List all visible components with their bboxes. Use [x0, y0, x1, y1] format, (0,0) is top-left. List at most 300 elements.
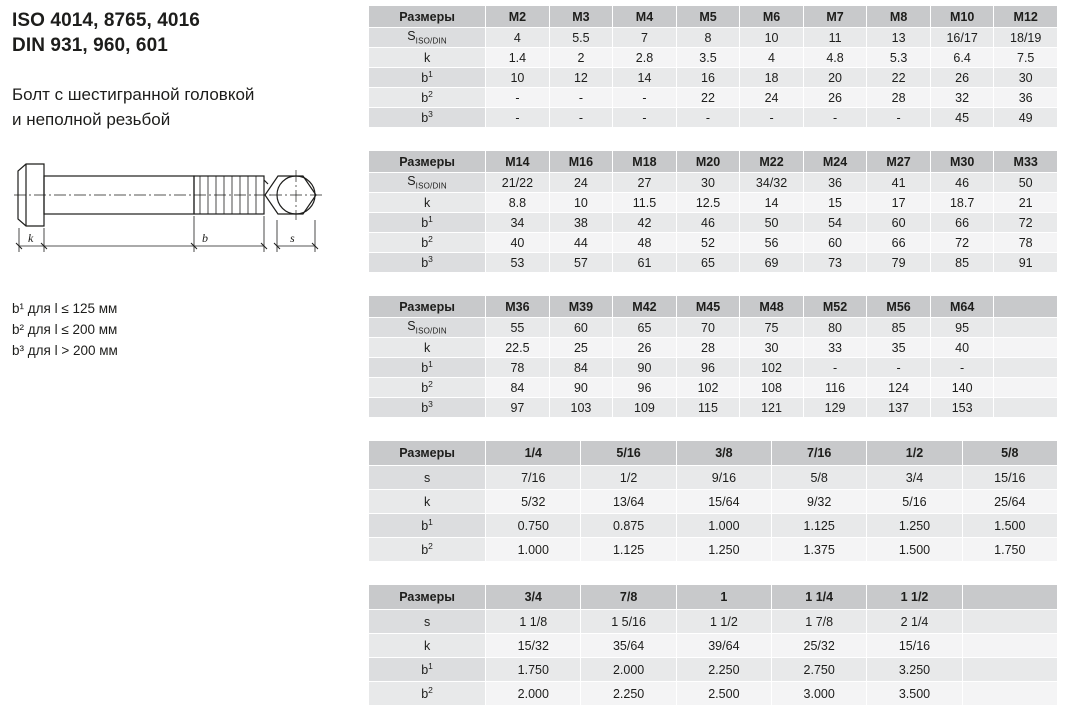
table-cell: 35	[867, 338, 931, 358]
table-cell: 30	[994, 68, 1058, 88]
table-cell: 2	[549, 48, 613, 68]
table-cell: 50	[994, 173, 1058, 193]
table-cell: 1 7/8	[772, 610, 867, 634]
row-label-text: k	[423, 50, 431, 65]
row-label-superscript: 3	[428, 109, 433, 120]
table-cell: 75	[740, 318, 804, 338]
row-label-superscript: 2	[428, 89, 433, 100]
page-title	[12, 8, 357, 58]
row-label-superscript: 3	[428, 399, 433, 410]
table-cell: 1 1/8	[486, 610, 581, 634]
row-label-text: S	[407, 319, 416, 334]
table-cell: 1.250	[867, 514, 962, 538]
table-cell: 78	[994, 233, 1058, 253]
table-cell: 90	[549, 378, 613, 398]
table-cell: 102	[740, 358, 804, 378]
table-cell: 1.500	[867, 538, 962, 562]
row-label-superscript: 2	[428, 234, 433, 245]
drawing-label-b: b	[202, 231, 208, 245]
table-cell: 8.8	[486, 193, 550, 213]
column-header-size: M64	[930, 296, 994, 318]
table-cell: 5.3	[867, 48, 931, 68]
column-header-size	[962, 585, 1057, 610]
table-cell: 3.5	[676, 48, 740, 68]
table-row	[369, 108, 1058, 128]
row-label	[369, 318, 486, 338]
column-header-size: 3/8	[676, 441, 771, 466]
table-cell: 3.000	[772, 682, 867, 706]
table-imperial-1	[368, 440, 1058, 562]
table-cell: 2.000	[486, 682, 581, 706]
row-label	[369, 88, 486, 108]
table-header-row	[369, 151, 1058, 173]
column-header-size: M5	[676, 6, 740, 28]
table-cell: 4.8	[803, 48, 867, 68]
dimension-tables	[368, 5, 1058, 728]
table-cell: 97	[486, 398, 550, 418]
column-header-size: M45	[676, 296, 740, 318]
table-cell: 65	[613, 318, 677, 338]
table-cell: 2.750	[772, 658, 867, 682]
column-header-size: 7/16	[772, 441, 867, 466]
table-cell: 116	[803, 378, 867, 398]
row-label-subscript: ISO/DIN	[415, 326, 447, 336]
table-cell: 90	[613, 358, 677, 378]
row-label-text: S	[407, 29, 416, 44]
table-cell: 72	[994, 213, 1058, 233]
column-header-size: M56	[867, 296, 931, 318]
table-cell: 18/19	[994, 28, 1058, 48]
table-cell: 16/17	[930, 28, 994, 48]
table-cell: 1.125	[581, 538, 676, 562]
table-cell: 32	[930, 88, 994, 108]
table-cell: 108	[740, 378, 804, 398]
row-label-superscript: 3	[428, 254, 433, 265]
table-cell: -	[613, 88, 677, 108]
row-label	[369, 398, 486, 418]
table-cell: 14	[613, 68, 677, 88]
table-cell: 85	[867, 318, 931, 338]
table-cell: 85	[930, 253, 994, 273]
table-cell: 39/64	[676, 634, 771, 658]
table-cell: 61	[613, 253, 677, 273]
table-cell: 1.750	[962, 538, 1057, 562]
table-cell: -	[803, 358, 867, 378]
table-cell: 12.5	[676, 193, 740, 213]
row-label-text: b	[421, 216, 429, 231]
table-cell: 15/16	[867, 634, 962, 658]
table-cell: 18	[740, 68, 804, 88]
table-cell: 11.5	[613, 193, 677, 213]
table-cell: 70	[676, 318, 740, 338]
subtitle-line-2: и неполной резьбой	[12, 110, 171, 129]
table-cell: 30	[676, 173, 740, 193]
row-label	[369, 213, 486, 233]
table-cell: 46	[930, 173, 994, 193]
table-cell: 14	[740, 193, 804, 213]
table-cell: -	[549, 108, 613, 128]
table-cell: 80	[803, 318, 867, 338]
column-header-size: M24	[803, 151, 867, 173]
column-header-size: 3/4	[486, 585, 581, 610]
table-cell: 60	[867, 213, 931, 233]
table-row	[369, 253, 1058, 273]
column-header-size: M18	[613, 151, 677, 173]
column-header-label: Размеры	[369, 441, 486, 466]
table-cell: 1.4	[486, 48, 550, 68]
table-row	[369, 658, 1058, 682]
column-header-size: M8	[867, 6, 931, 28]
table-cell: 73	[803, 253, 867, 273]
row-label-superscript: 2	[428, 541, 433, 552]
table-header-row	[369, 296, 1058, 318]
table-row	[369, 28, 1058, 48]
row-label-text: b	[421, 361, 429, 376]
table-cell: 28	[867, 88, 931, 108]
column-header-size: 1/4	[486, 441, 581, 466]
table-cell: 124	[867, 378, 931, 398]
table-cell: 57	[549, 253, 613, 273]
table-cell	[994, 338, 1058, 358]
table-cell: 27	[613, 173, 677, 193]
column-header-size: M52	[803, 296, 867, 318]
column-header-size: M42	[613, 296, 677, 318]
row-label-superscript: 2	[428, 685, 433, 696]
table-row	[369, 490, 1058, 514]
table-cell: 26	[930, 68, 994, 88]
row-label-text: b	[421, 663, 429, 678]
title-line-standards-iso: ISO 4014, 8765, 4016	[12, 10, 200, 31]
notes-block	[12, 298, 357, 361]
table-header-row	[369, 6, 1058, 28]
table-cell: 60	[803, 233, 867, 253]
column-header-size: M39	[549, 296, 613, 318]
table-cell: 10	[740, 28, 804, 48]
table-header-row	[369, 441, 1058, 466]
table-cell: -	[613, 108, 677, 128]
row-label-text: k	[423, 638, 431, 653]
table-cell	[962, 682, 1057, 706]
table-cell: 7	[613, 28, 677, 48]
table-cell: 25/32	[772, 634, 867, 658]
row-label	[369, 514, 486, 538]
column-header-size: M12	[994, 6, 1058, 28]
column-header-label: Размеры	[369, 296, 486, 318]
table-cell: -	[486, 88, 550, 108]
row-label-superscript: 1	[428, 517, 433, 528]
table-cell: 22.5	[486, 338, 550, 358]
table-cell: 5/8	[772, 466, 867, 490]
table-cell: 46	[676, 213, 740, 233]
table-cell: 8	[676, 28, 740, 48]
page-subtitle	[12, 82, 357, 132]
column-header-size: M14	[486, 151, 550, 173]
table-cell: 72	[930, 233, 994, 253]
table-cell: 55	[486, 318, 550, 338]
table-cell: 65	[676, 253, 740, 273]
table-cell: 103	[549, 398, 613, 418]
row-label-subscript: ISO/DIN	[415, 181, 447, 191]
table-row	[369, 193, 1058, 213]
table-cell: -	[867, 108, 931, 128]
column-header-size: 1	[676, 585, 771, 610]
subtitle-line-1: Болт с шестигранной головкой	[12, 85, 255, 104]
row-label	[369, 253, 486, 273]
row-label	[369, 28, 486, 48]
table-cell: -	[676, 108, 740, 128]
row-label-text: S	[407, 174, 416, 189]
table-cell: 36	[803, 173, 867, 193]
row-label	[369, 338, 486, 358]
table-cell: 20	[803, 68, 867, 88]
table-cell: 5/16	[867, 490, 962, 514]
table-metric-3	[368, 295, 1058, 418]
table-cell: 5/32	[486, 490, 581, 514]
table-cell: 1.500	[962, 514, 1057, 538]
table-cell: 1 1/2	[676, 610, 771, 634]
column-header-size: 1 1/2	[867, 585, 962, 610]
table-imperial-2	[368, 584, 1058, 706]
table-row	[369, 466, 1058, 490]
row-label-text: b	[421, 519, 429, 534]
table-row	[369, 213, 1058, 233]
table-cell: 6.4	[930, 48, 994, 68]
table-cell: 41	[867, 173, 931, 193]
table-row	[369, 68, 1058, 88]
table-cell: -	[740, 108, 804, 128]
table-cell: 52	[676, 233, 740, 253]
column-header-size	[994, 296, 1058, 318]
table-cell: 24	[740, 88, 804, 108]
row-label-text: b	[421, 381, 429, 396]
table-cell: 84	[549, 358, 613, 378]
table-cell: 49	[994, 108, 1058, 128]
table-row	[369, 398, 1058, 418]
table-cell: 9/32	[772, 490, 867, 514]
row-label	[369, 108, 486, 128]
row-label-text: k	[423, 340, 431, 355]
table-cell: 7.5	[994, 48, 1058, 68]
column-header-size: M2	[486, 6, 550, 28]
table-cell: 11	[803, 28, 867, 48]
table-cell: 34/32	[740, 173, 804, 193]
table-cell	[994, 398, 1058, 418]
table-cell: 153	[930, 398, 994, 418]
table-cell: 25/64	[962, 490, 1057, 514]
row-label	[369, 68, 486, 88]
table-cell: 13/64	[581, 490, 676, 514]
column-header-size: M3	[549, 6, 613, 28]
table-cell: 9/16	[676, 466, 771, 490]
table-cell: 54	[803, 213, 867, 233]
table-cell: 38	[549, 213, 613, 233]
table-cell: 84	[486, 378, 550, 398]
table-cell: 2.500	[676, 682, 771, 706]
table-cell: 15	[803, 193, 867, 213]
table-cell: 102	[676, 378, 740, 398]
table-cell: 1.750	[486, 658, 581, 682]
note-b1: b¹ для l ≤ 125 мм	[12, 301, 118, 316]
table-cell: 4	[740, 48, 804, 68]
column-header-size: M20	[676, 151, 740, 173]
drawing-label-k: k	[28, 231, 34, 245]
table-cell: 35/64	[581, 634, 676, 658]
table-cell: 2 1/4	[867, 610, 962, 634]
table-cell: 34	[486, 213, 550, 233]
row-label-text: b	[421, 687, 429, 702]
table-cell: 1.250	[676, 538, 771, 562]
left-column	[12, 8, 357, 361]
column-header-size: 5/16	[581, 441, 676, 466]
row-label-text: b	[421, 256, 429, 271]
table-cell: 40	[486, 233, 550, 253]
table-cell: 3.250	[867, 658, 962, 682]
table-cell: 53	[486, 253, 550, 273]
table-cell: 1.125	[772, 514, 867, 538]
table-row	[369, 88, 1058, 108]
table-cell: 16	[676, 68, 740, 88]
row-label-subscript: ISO/DIN	[415, 36, 447, 46]
row-label	[369, 538, 486, 562]
row-label-text: b	[421, 236, 429, 251]
row-label-text: k	[423, 195, 431, 210]
column-header-size: M7	[803, 6, 867, 28]
table-cell: 2.250	[581, 682, 676, 706]
table-cell: -	[930, 358, 994, 378]
table-row	[369, 338, 1058, 358]
table-cell: 28	[676, 338, 740, 358]
table-cell: 4	[486, 28, 550, 48]
table-cell: 115	[676, 398, 740, 418]
table-row	[369, 378, 1058, 398]
table-cell: 22	[676, 88, 740, 108]
table-cell: 42	[613, 213, 677, 233]
table-cell: 25	[549, 338, 613, 358]
table-cell: 5.5	[549, 28, 613, 48]
table-cell: 40	[930, 338, 994, 358]
table-cell	[994, 358, 1058, 378]
bolt-drawing-svg	[12, 156, 342, 266]
row-label-text: k	[423, 494, 431, 509]
note-b3: b³ для l > 200 мм	[12, 343, 118, 358]
row-label	[369, 193, 486, 213]
table-metric-1	[368, 5, 1058, 128]
table-cell: 26	[613, 338, 677, 358]
column-header-size: M27	[867, 151, 931, 173]
table-row	[369, 233, 1058, 253]
table-row	[369, 318, 1058, 338]
table-cell: 44	[549, 233, 613, 253]
table-cell: 33	[803, 338, 867, 358]
table-cell: 109	[613, 398, 677, 418]
table-row	[369, 610, 1058, 634]
table-cell: 137	[867, 398, 931, 418]
table-cell	[962, 658, 1057, 682]
table-cell: -	[549, 88, 613, 108]
title-line-standards-din: DIN 931, 960, 601	[12, 35, 168, 56]
table-cell: 22	[867, 68, 931, 88]
table-cell: 1 5/16	[581, 610, 676, 634]
column-header-size: M16	[549, 151, 613, 173]
table-cell: 121	[740, 398, 804, 418]
row-label	[369, 658, 486, 682]
column-header-size: 5/8	[962, 441, 1057, 466]
row-label-superscript: 1	[428, 69, 433, 80]
row-label-text: b	[421, 71, 429, 86]
table-cell: 0.750	[486, 514, 581, 538]
column-header-label: Размеры	[369, 585, 486, 610]
table-cell: 3.500	[867, 682, 962, 706]
table-cell: 96	[613, 378, 677, 398]
table-cell: -	[803, 108, 867, 128]
table-cell: 1.375	[772, 538, 867, 562]
table-cell: 0.875	[581, 514, 676, 538]
column-header-size: M22	[740, 151, 804, 173]
column-header-size: M10	[930, 6, 994, 28]
table-cell: 13	[867, 28, 931, 48]
column-header-label: Размеры	[369, 6, 486, 28]
column-header-size: M4	[613, 6, 677, 28]
row-label	[369, 466, 486, 490]
table-row	[369, 48, 1058, 68]
row-label-text: s	[423, 614, 431, 629]
table-cell: 17	[867, 193, 931, 213]
table-cell: 24	[549, 173, 613, 193]
row-label	[369, 48, 486, 68]
table-cell: 18.7	[930, 193, 994, 213]
table-cell: 79	[867, 253, 931, 273]
table-cell: 50	[740, 213, 804, 233]
column-header-size: 1 1/4	[772, 585, 867, 610]
column-header-size: 7/8	[581, 585, 676, 610]
row-label-superscript: 2	[428, 379, 433, 390]
table-row	[369, 682, 1058, 706]
column-header-size: M36	[486, 296, 550, 318]
column-header-size: M30	[930, 151, 994, 173]
table-cell: 1/2	[581, 466, 676, 490]
table-cell: 56	[740, 233, 804, 253]
row-label	[369, 490, 486, 514]
table-cell: 21	[994, 193, 1058, 213]
row-label	[369, 378, 486, 398]
table-row	[369, 634, 1058, 658]
table-cell: -	[867, 358, 931, 378]
table-cell: 2.8	[613, 48, 677, 68]
table-row	[369, 514, 1058, 538]
table-cell: 48	[613, 233, 677, 253]
table-cell: 91	[994, 253, 1058, 273]
table-cell	[994, 318, 1058, 338]
table-cell: 96	[676, 358, 740, 378]
table-metric-2	[368, 150, 1058, 273]
bolt-drawing	[12, 156, 342, 266]
table-cell: -	[486, 108, 550, 128]
row-label	[369, 358, 486, 378]
row-label	[369, 610, 486, 634]
row-label-text: b	[421, 543, 429, 558]
table-cell: 1.000	[676, 514, 771, 538]
table-cell: 15/32	[486, 634, 581, 658]
table-cell: 10	[549, 193, 613, 213]
table-cell: 78	[486, 358, 550, 378]
column-header-size: M48	[740, 296, 804, 318]
row-label-text: s	[423, 470, 431, 485]
table-cell: 1.000	[486, 538, 581, 562]
table-cell: 15/64	[676, 490, 771, 514]
table-cell: 36	[994, 88, 1058, 108]
table-cell	[994, 378, 1058, 398]
table-cell: 69	[740, 253, 804, 273]
